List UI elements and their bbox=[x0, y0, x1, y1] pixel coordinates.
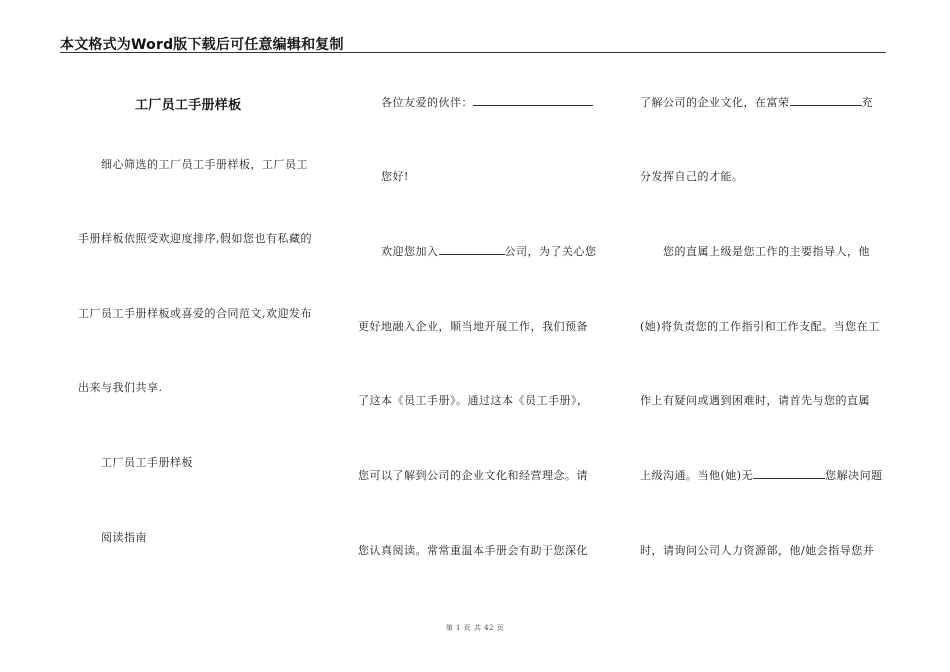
column3-line-1 bbox=[640, 94, 873, 110]
line-text-start: 欢迎您加入 bbox=[381, 245, 439, 258]
fill-blank bbox=[753, 468, 825, 479]
column1-line-3: 工厂员工手册样板或喜爱的合同范文,欢迎发布 bbox=[78, 307, 312, 320]
page-number: 第 1 页 共 42 页 bbox=[445, 624, 505, 632]
line-text-end: 充 bbox=[861, 96, 873, 109]
column2-line-6: 您认真阅读。常常重温本手册会有助于您深化 bbox=[358, 544, 588, 557]
document-header-title: 本文格式为Word版下载后可任意编辑和复制 bbox=[60, 37, 344, 53]
column1-line-1: 细心筛选的工厂员工手册样板，工厂员工 bbox=[101, 158, 308, 171]
column2-line-1: 您好! bbox=[381, 170, 409, 183]
line-text-start: 了解公司的企业文化，在富荣 bbox=[640, 96, 790, 109]
line-text-end: 您解决问题 bbox=[825, 469, 883, 482]
column2-line-2 bbox=[381, 243, 597, 259]
column2-greeting bbox=[381, 94, 593, 110]
column1-line-6: 阅读指南 bbox=[101, 531, 147, 544]
line-text-start: 上级沟通。当他(她)无 bbox=[640, 469, 754, 482]
line-text-end: 公司，为了关心您 bbox=[504, 245, 597, 258]
column3-line-7: 时，请询问公司人力资源部，他/她会指导您并 bbox=[640, 544, 875, 557]
column1-line-4: 出来与我们共享. bbox=[78, 381, 163, 394]
column3-line-6 bbox=[640, 467, 883, 483]
column1-title: 工厂员工手册样板 bbox=[135, 98, 242, 113]
column2-line-5: 您可以了解到公司的企业文化和经营理念。请 bbox=[358, 469, 588, 482]
fill-blank bbox=[473, 95, 593, 106]
column3-line-2: 分发挥自己的才能。 bbox=[640, 170, 744, 183]
column2-line-4: 了这本《员工手册》。通过这本《员工手册》， bbox=[358, 394, 589, 407]
greeting-text: 各位友爱的伙伴： bbox=[381, 96, 473, 109]
column3-line-3: 您的直属上级是您工作的主要指导人，他 bbox=[663, 245, 870, 258]
fill-blank bbox=[790, 95, 862, 106]
header-rule bbox=[60, 52, 886, 53]
fill-blank bbox=[439, 244, 505, 255]
column1-line-2: 手册样板依照受欢迎度排序,假如您也有私藏的 bbox=[78, 232, 312, 245]
column1-line-5: 工厂员工手册样板 bbox=[101, 456, 193, 469]
column2-line-3: 更好地融入企业，顺当地开展工作，我们预备 bbox=[358, 320, 588, 333]
column3-line-4: (她)将负责您的工作指引和工作支配。当您在工 bbox=[640, 320, 880, 333]
column3-line-5: 作上有疑问或遇到困难时，请首先与您的直属 bbox=[640, 394, 870, 407]
